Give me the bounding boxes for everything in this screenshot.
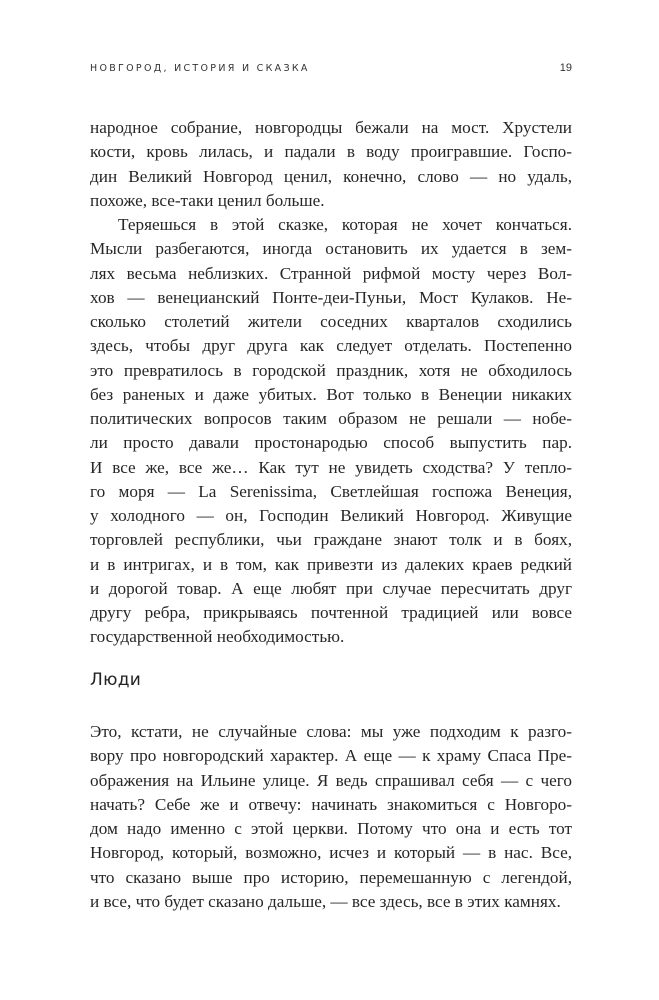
text-line: политических вопросов таким образом не решали — нобе- — [90, 409, 572, 428]
text-line: начать? Себе же и отвечу: начинать знакомиться с Новгоро- — [90, 794, 572, 814]
text-line: дин Великий Новгород ценил, конечно, слово — но удаль, — [90, 166, 572, 186]
text-line: похоже, все-таки ценил больше. — [90, 190, 325, 210]
text-line: это превратилось в городской праздник, хотя не обходилось — [90, 360, 572, 380]
text-line: кости, кровь лилась, и падали в воду проигравшие. Госпо- — [90, 142, 572, 162]
paragraph — [90, 116, 572, 213]
text-line: Это, кстати, не случайные слова: мы уже подходим к разго- — [90, 722, 572, 741]
text-line: Мысли разбегаются, иногда остановить их удается в зем- — [90, 239, 572, 259]
text-line: и в интригах, и в том, как привезти из далеких краев редкий — [90, 554, 572, 574]
text-line: дом надо именно с этой церкви. Потому что она и есть тот — [90, 819, 572, 838]
section-heading: Люди — [90, 670, 142, 690]
page-number: 19 — [559, 62, 572, 74]
text-line: без раненых и даже убитых. Вот только в Венеции никаких — [90, 384, 572, 404]
paragraph — [90, 720, 572, 914]
text-line: здесь, чтобы друг друга как следует отделать. Постепенно — [90, 336, 572, 356]
text-line: торговлей республики, чьи граждане знают толк и в боях, — [90, 530, 572, 550]
text-line: ли просто давали простонародью способ выпустить пар. — [90, 433, 572, 453]
text-line: другу ребра, прикрываясь почтенной традицией или вовсе — [90, 603, 572, 622]
text-line: лях весьма неблизких. Странной рифмой мосту через Вол- — [90, 263, 572, 283]
text-line: сколько столетий жители соседних кварталов сходились — [90, 312, 572, 331]
text-line: и дорогой товар. А еще любят при случае пересчитать друг — [90, 578, 572, 598]
running-head-title: НОВГОРОД, ИСТОРИЯ И СКАЗКА — [90, 63, 310, 74]
paragraph — [90, 213, 572, 650]
text-line: го моря — La Serenissima, Светлейшая госпожа Венеция, — [90, 481, 572, 501]
section-body-1 — [90, 116, 572, 650]
text-line: народное собрание, новгородцы бежали на мост. Хрустели — [90, 118, 572, 137]
text-line: Новгород, который, возможно, исчез и который — в нас. Все, — [90, 843, 572, 863]
text-line: вору про новгородский характер. А еще — к храму Спаса Пре- — [90, 746, 572, 766]
text-line: Теряешься в этой сказке, которая не хочет кончаться. — [118, 215, 572, 234]
text-line: ображения на Ильине улице. Я ведь спрашивал себя — с чего — [90, 770, 572, 790]
text-line: хов — венецианский Понте-деи-Пуньи, Мост Кулаков. Не- — [90, 287, 572, 307]
text-line: И все же, все же… Как тут не увидеть сходства? У тепло- — [90, 457, 572, 477]
text-line: и все, что будет сказано дальше, — все здесь, все в этих камнях. — [90, 891, 561, 911]
running-head — [90, 63, 572, 79]
text-line: государственной необходимостью. — [90, 627, 345, 647]
section-body-2 — [90, 720, 572, 914]
text-line: что сказано выше про историю, перемешанную с легендой, — [90, 867, 572, 887]
text-line: у холодного — он, Господин Великий Новгород. Живущие — [90, 506, 572, 525]
